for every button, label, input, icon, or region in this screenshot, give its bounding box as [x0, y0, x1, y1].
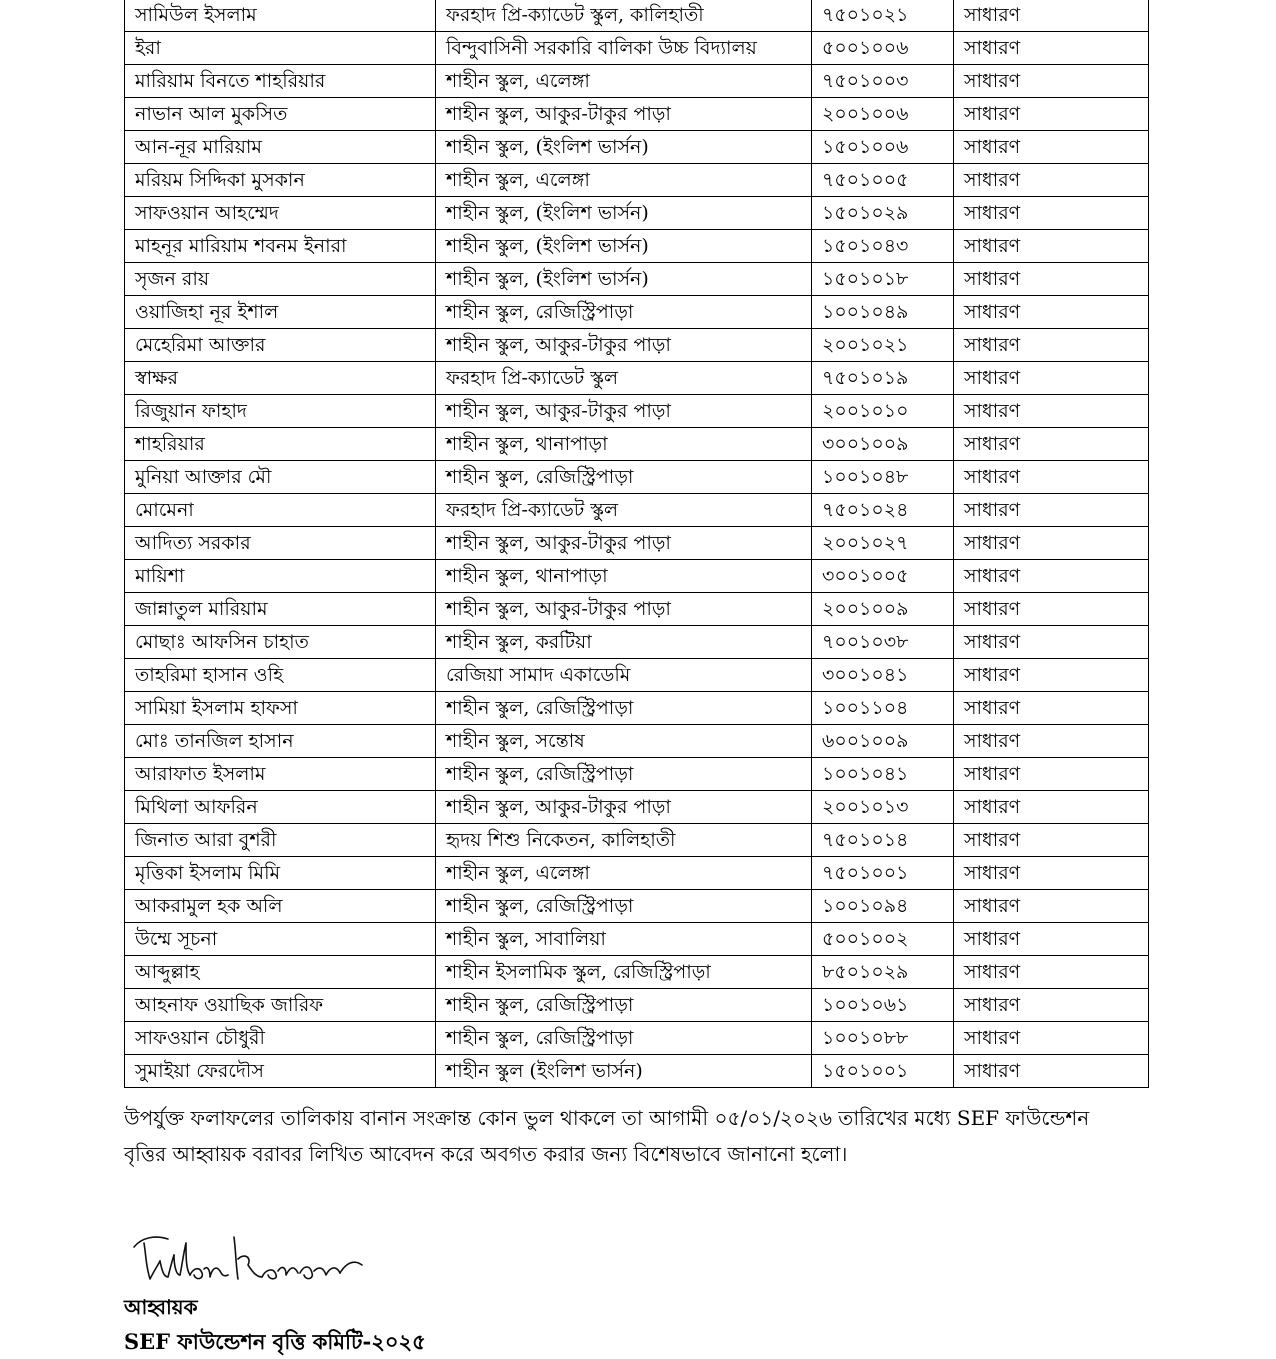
student-name-cell: তাহরিমা হাসান ওহি [125, 659, 436, 692]
roll-number-cell: ২০০১০১৩ [812, 791, 954, 824]
table-row [125, 1022, 1149, 1055]
category-cell: সাধারণ [954, 725, 1149, 758]
student-name-cell: সুমাইয়া ফেরদৌস [125, 1055, 436, 1088]
category-cell: সাধারণ [954, 527, 1149, 560]
roll-number-cell: ৭৫০১০০৩ [812, 65, 954, 98]
roll-number-cell: ১০০১০৯৪ [812, 890, 954, 923]
school-cell: শাহীন স্কুল, আকুর-টাকুর পাড়া [436, 395, 812, 428]
roll-number-cell: ২০০১০০৬ [812, 98, 954, 131]
roll-number-cell: ৩০০১০০৫ [812, 560, 954, 593]
category-cell: সাধারণ [954, 164, 1149, 197]
category-cell: সাধারণ [954, 428, 1149, 461]
category-cell: সাধারণ [954, 956, 1149, 989]
table-row [125, 494, 1149, 527]
school-cell: শাহীন স্কুল, এলেঙ্গা [436, 164, 812, 197]
school-cell: শাহীন স্কুল, আকুর-টাকুর পাড়া [436, 791, 812, 824]
student-name-cell: জিনাত আরা বুশরী [125, 824, 436, 857]
roll-number-cell: ২০০১০২১ [812, 329, 954, 362]
student-name-cell: মিথিলা আফরিন [125, 791, 436, 824]
roll-number-cell: ৫০০১০০৬ [812, 32, 954, 65]
roll-number-cell: ১৫০১০০৬ [812, 131, 954, 164]
category-cell: সাধারণ [954, 362, 1149, 395]
spelling-correction-notice [124, 1100, 1154, 1172]
category-cell: সাধারণ [954, 32, 1149, 65]
school-cell: শাহীন স্কুল, (ইংলিশ ভার্সন) [436, 230, 812, 263]
school-cell: শাহীন স্কুল, এলেঙ্গা [436, 857, 812, 890]
roll-number-cell: ২০০১০২৭ [812, 527, 954, 560]
school-cell: শাহীন স্কুল, রেজিস্ট্রিপাড়া [436, 1022, 812, 1055]
student-name-cell: ওয়াজিহা নূর ইশাল [125, 296, 436, 329]
roll-number-cell: ১৫০১০১৮ [812, 263, 954, 296]
table-row [125, 98, 1149, 131]
roll-number-cell: ১০০১১০৪ [812, 692, 954, 725]
committee-name: SEF ফাউন্ডেশন বৃত্তি কমিটি-২০২৫ [124, 1329, 426, 1354]
category-cell: সাধারণ [954, 890, 1149, 923]
student-name-cell: মোমেনা [125, 494, 436, 527]
roll-number-cell: ৭৫০১০১৯ [812, 362, 954, 395]
roll-number-cell: ১০০১০৪১ [812, 758, 954, 791]
roll-number-cell: ৬০০১০০৯ [812, 725, 954, 758]
table-row [125, 725, 1149, 758]
category-cell: সাধারণ [954, 857, 1149, 890]
roll-number-cell: ৭৫০১০২১ [812, 0, 954, 32]
roll-number-cell: ৭৫০১০০৫ [812, 164, 954, 197]
school-cell: শাহীন স্কুল, রেজিস্ট্রিপাড়া [436, 890, 812, 923]
student-name-cell: সামিয়া ইসলাম হাফসা [125, 692, 436, 725]
category-cell: সাধারণ [954, 692, 1149, 725]
table-row [125, 164, 1149, 197]
table-row [125, 65, 1149, 98]
category-cell: সাধারণ [954, 494, 1149, 527]
category-cell: সাধারণ [954, 329, 1149, 362]
table-row [125, 692, 1149, 725]
school-cell: শাহীন স্কুল, আকুর-টাকুর পাড়া [436, 98, 812, 131]
student-name-cell: নাভান আল মুকসিত [125, 98, 436, 131]
table-row [125, 857, 1149, 890]
table-row [125, 395, 1149, 428]
student-name-cell: সামিউল ইসলাম [125, 0, 436, 32]
student-name-cell: আহনাফ ওয়াছিক জারিফ [125, 989, 436, 1022]
student-name-cell: মরিয়ম সিদ্দিকা মুসকান [125, 164, 436, 197]
table-row [125, 923, 1149, 956]
student-name-cell: জান্নাতুল মারিয়াম [125, 593, 436, 626]
category-cell: সাধারণ [954, 659, 1149, 692]
convener-role: আহ্বায়ক [124, 1295, 198, 1319]
table-row [125, 791, 1149, 824]
roll-number-cell: ৭০০১০৩৮ [812, 626, 954, 659]
student-name-cell: আন-নূর মারিয়াম [125, 131, 436, 164]
student-name-cell: আদিত্য সরকার [125, 527, 436, 560]
category-cell: সাধারণ [954, 98, 1149, 131]
table-row [125, 890, 1149, 923]
table-row [125, 527, 1149, 560]
category-cell: সাধারণ [954, 0, 1149, 32]
roll-number-cell: ২০০১০০৯ [812, 593, 954, 626]
table-row [125, 362, 1149, 395]
student-name-cell: আরাফাত ইসলাম [125, 758, 436, 791]
student-name-cell: মৃত্তিকা ইসলাম মিমি [125, 857, 436, 890]
category-cell: সাধারণ [954, 560, 1149, 593]
table-row [125, 32, 1149, 65]
table-row [125, 0, 1149, 32]
school-cell: শাহীন স্কুল, রেজিস্ট্রিপাড়া [436, 461, 812, 494]
roll-number-cell: ১০০১০৬১ [812, 989, 954, 1022]
student-name-cell: সাফওয়ান চৌধুরী [125, 1022, 436, 1055]
school-cell: শাহীন স্কুল, আকুর-টাকুর পাড়া [436, 593, 812, 626]
category-cell: সাধারণ [954, 263, 1149, 296]
student-name-cell: মাহনূর মারিয়াম শবনম ইনারা [125, 230, 436, 263]
roll-number-cell: ৭৫০১০০১ [812, 857, 954, 890]
school-cell: ফরহাদ প্রি-ক্যাডেট স্কুল, কালিহাতী [436, 0, 812, 32]
school-cell: শাহীন স্কুল, (ইংলিশ ভার্সন) [436, 197, 812, 230]
school-cell: ফরহাদ প্রি-ক্যাডেট স্কুল [436, 494, 812, 527]
student-name-cell: মেহেরিমা আক্তার [125, 329, 436, 362]
table-row [125, 989, 1149, 1022]
table-row [125, 824, 1149, 857]
roll-number-cell: ৭৫০১০২৪ [812, 494, 954, 527]
student-name-cell: মুনিয়া আক্তার মৌ [125, 461, 436, 494]
roll-number-cell: ৩০০১০০৯ [812, 428, 954, 461]
student-name-cell: শাহরিয়ার [125, 428, 436, 461]
school-cell: শাহীন স্কুল, (ইংলিশ ভার্সন) [436, 263, 812, 296]
student-name-cell: সাফওয়ান আহম্মেদ [125, 197, 436, 230]
school-cell: শাহীন স্কুল, রেজিস্ট্রিপাড়া [436, 296, 812, 329]
school-cell: শাহীন ইসলামিক স্কুল, রেজিস্ট্রিপাড়া [436, 956, 812, 989]
roll-number-cell: ১০০১০৮৮ [812, 1022, 954, 1055]
table-row [125, 329, 1149, 362]
category-cell: সাধারণ [954, 626, 1149, 659]
category-cell: সাধারণ [954, 593, 1149, 626]
category-cell: সাধারণ [954, 461, 1149, 494]
school-cell: শাহীন স্কুল (ইংলিশ ভার্সন) [436, 1055, 812, 1088]
school-cell: শাহীন স্কুল, সন্তোষ [436, 725, 812, 758]
category-cell: সাধারণ [954, 758, 1149, 791]
student-name-cell: ইরা [125, 32, 436, 65]
table-row [125, 461, 1149, 494]
school-cell: শাহীন স্কুল, এলেঙ্গা [436, 65, 812, 98]
table-row [125, 197, 1149, 230]
category-cell: সাধারণ [954, 824, 1149, 857]
category-cell: সাধারণ [954, 1022, 1149, 1055]
student-name-cell: সৃজন রায় [125, 263, 436, 296]
school-cell: শাহীন স্কুল, আকুর-টাকুর পাড়া [436, 329, 812, 362]
school-cell: শাহীন স্কুল, থানাপাড়া [436, 428, 812, 461]
school-cell: শাহীন স্কুল, (ইংলিশ ভার্সন) [436, 131, 812, 164]
table-row [125, 593, 1149, 626]
student-name-cell: মোছাঃ আফসিন চাহাত [125, 626, 436, 659]
table-row [125, 131, 1149, 164]
school-cell: শাহীন স্কুল, করটিয়া [436, 626, 812, 659]
student-name-cell: মারিয়াম বিনতে শাহরিয়ার [125, 65, 436, 98]
category-cell: সাধারণ [954, 131, 1149, 164]
school-cell: শাহীন স্কুল, রেজিস্ট্রিপাড়া [436, 758, 812, 791]
notice-line-1: উপর্যুক্ত ফলাফলের তালিকায় বানান সংক্রান্ত কোন ভুল থাকলে তা আগামী ০৫/০১/২০২৬ তারিখের মধ্যে SEF ফাউন্ডেশন [124, 1106, 1090, 1130]
student-name-cell: আকরামুল হক অলি [125, 890, 436, 923]
category-cell: সাধারণ [954, 791, 1149, 824]
table-row [125, 263, 1149, 296]
student-name-cell: মায়িশা [125, 560, 436, 593]
table-row [125, 659, 1149, 692]
roll-number-cell: ১৫০১০২৯ [812, 197, 954, 230]
category-cell: সাধারণ [954, 1055, 1149, 1088]
category-cell: সাধারণ [954, 197, 1149, 230]
school-cell: শাহীন স্কুল, রেজিস্ট্রিপাড়া [436, 692, 812, 725]
roll-number-cell: ৮৫০১০২৯ [812, 956, 954, 989]
roll-number-cell: ১০০১০৪৯ [812, 296, 954, 329]
convener-signature [124, 1225, 384, 1295]
roll-number-cell: ৫০০১০০২ [812, 923, 954, 956]
category-cell: সাধারণ [954, 65, 1149, 98]
school-cell: শাহীন স্কুল, সাবালিয়া [436, 923, 812, 956]
category-cell: সাধারণ [954, 395, 1149, 428]
student-name-cell: স্বাক্ষর [125, 362, 436, 395]
roll-number-cell: ৭৫০১০১৪ [812, 824, 954, 857]
roll-number-cell: ১০০১০৪৮ [812, 461, 954, 494]
category-cell: সাধারণ [954, 296, 1149, 329]
table-row [125, 560, 1149, 593]
school-cell: শাহীন স্কুল, থানাপাড়া [436, 560, 812, 593]
category-cell: সাধারণ [954, 989, 1149, 1022]
student-name-cell: রিজুয়ান ফাহাদ [125, 395, 436, 428]
school-cell: ফরহাদ প্রি-ক্যাডেট স্কুল [436, 362, 812, 395]
table-row [125, 1055, 1149, 1088]
table-row [125, 230, 1149, 263]
roll-number-cell: ২০০১০১০ [812, 395, 954, 428]
roll-number-cell: ১৫০১০০১ [812, 1055, 954, 1088]
category-cell: সাধারণ [954, 230, 1149, 263]
category-cell: সাধারণ [954, 923, 1149, 956]
results-table-body [125, 0, 1149, 1088]
school-cell: রেজিয়া সামাদ একাডেমি [436, 659, 812, 692]
student-name-cell: উম্মে সূচনা [125, 923, 436, 956]
school-cell: শাহীন স্কুল, আকুর-টাকুর পাড়া [436, 527, 812, 560]
roll-number-cell: ১৫০১০৪৩ [812, 230, 954, 263]
table-row [125, 626, 1149, 659]
roll-number-cell: ৩০০১০৪১ [812, 659, 954, 692]
school-cell: হৃদয় শিশু নিকেতন, কালিহাতী [436, 824, 812, 857]
results-table [124, 0, 1149, 1088]
table-row [125, 956, 1149, 989]
table-row [125, 428, 1149, 461]
table-row [125, 758, 1149, 791]
school-cell: শাহীন স্কুল, রেজিস্ট্রিপাড়া [436, 989, 812, 1022]
student-name-cell: আব্দুল্লাহ [125, 956, 436, 989]
student-name-cell: মোঃ তানজিল হাসান [125, 725, 436, 758]
notice-line-2: বৃত্তির আহ্বায়ক বরাবর লিখিত আবেদন করে অবগত করার জন্য বিশেষভাবে জানানো হলো। [124, 1142, 848, 1166]
school-cell: বিন্দুবাসিনী সরকারি বালিকা উচ্চ বিদ্যালয় [436, 32, 812, 65]
table-row [125, 296, 1149, 329]
